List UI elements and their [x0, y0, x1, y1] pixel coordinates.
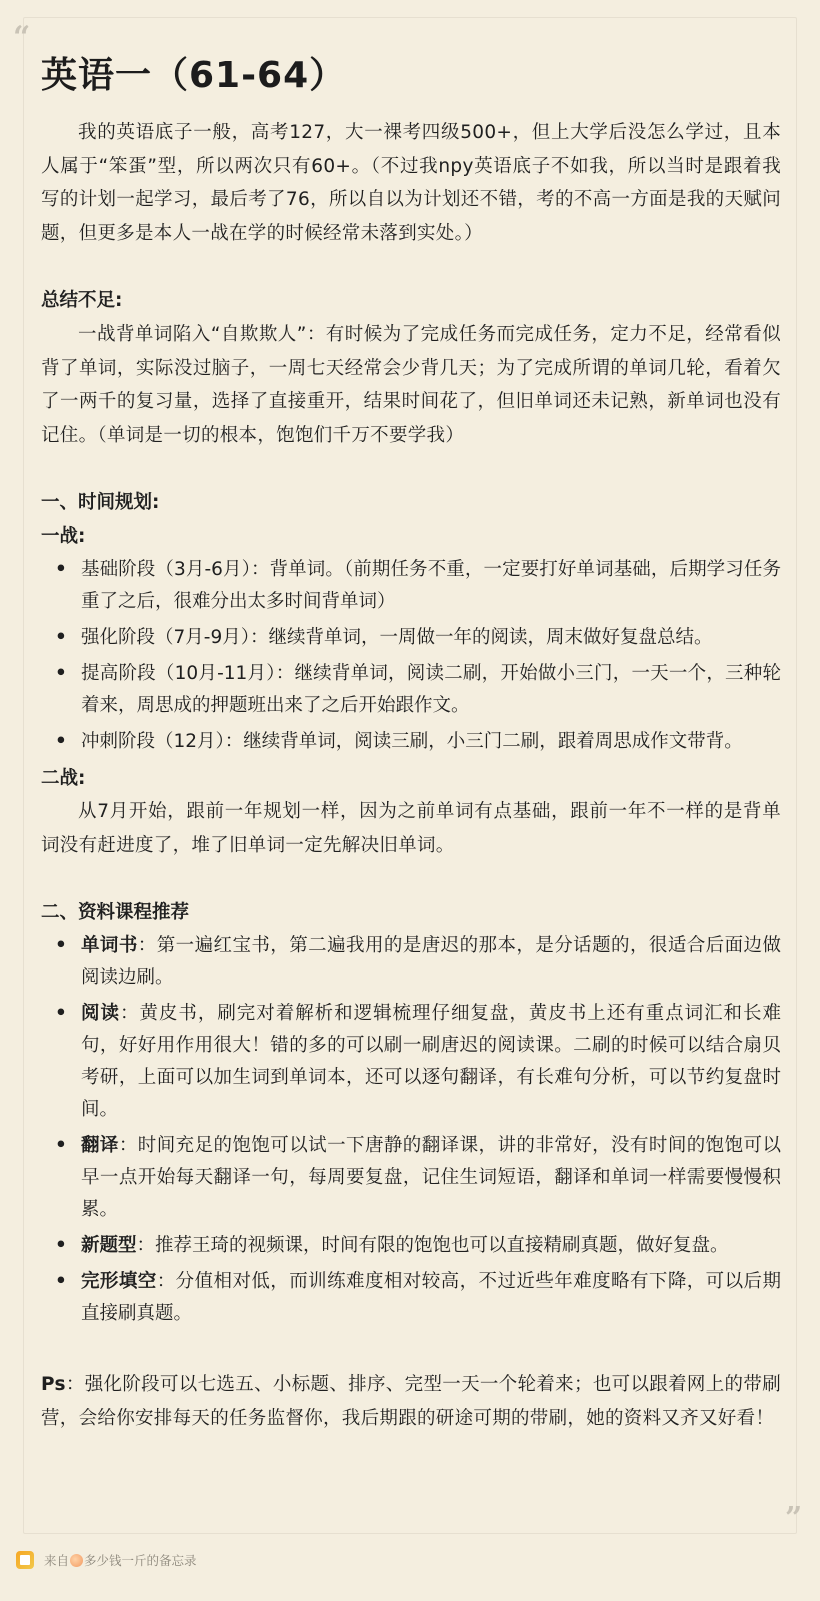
second-war-paragraph: 从7月开始，跟前一年规划一样，因为之前单词有点基础，跟前一年不一样的是背单词没有赶进度了，堆了旧单词一定先解决旧单词。 — [41, 801, 781, 856]
list-item: • 基础阶段（3月-6月）：背单词。（前期任务不重，一定要打好单词基础，后期学习任务重了之后，很难分出太多时间背单词） — [41, 554, 781, 618]
list-item: • 强化阶段（7月-9月）：继续背单词，一周做一年的阅读，周末做好复盘总结。 — [41, 622, 781, 654]
first-war-list — [41, 554, 781, 758]
open-quote-icon: “ — [13, 20, 31, 55]
bullet-icon: • — [55, 558, 67, 580]
bullet-icon: • — [55, 662, 67, 684]
materials-list — [41, 930, 781, 1330]
summary-heading: 总结不足: — [41, 290, 123, 312]
footer-source: 多少钱一斤的备忘录 — [84, 1553, 197, 1568]
first-war-label: 一战: — [41, 525, 86, 547]
peach-icon — [70, 1554, 83, 1567]
summary-paragraph: 一战背单词陷入“自欺欺人”：有时候为了完成任务而完成任务，定力不足，经常看似背了单词，实际没过脑子，一周七天经常会少背几天；为了完成所谓的单词几轮，看着欠了一两千的复习量，选择了直接重开，结果时间花了，但旧单词还未记熟，新单词也没有记住。（单词是一切的根本，饱饱们千万不要学我） — [41, 323, 781, 446]
bullet-icon: • — [55, 1002, 67, 1024]
list-item: • 翻译：时间充足的饱饱可以试一下唐静的翻译课，讲的非常好，没有时间的饱饱可以早一点开始每天翻译一句，每周要复盘，记住生词短语，翻译和单词一样需要慢慢积累。 — [41, 1130, 781, 1226]
page-title: 英语一（61-64） — [41, 55, 347, 96]
list-item: • 单词书：第一遍红宝书，第二遍我用的是唐迟的那本，是分话题的，很适合后面边做阅读边刷。 — [41, 930, 781, 994]
note-content — [41, 50, 781, 1435]
bullet-icon: • — [55, 730, 67, 752]
list-item: • 冲刺阶段（12月）：继续背单词，阅读三刷，小三门二刷，跟着周思成作文带背。 — [41, 726, 781, 758]
list-item: • 阅读：黄皮书，刷完对着解析和逻辑梳理仔细复盘，黄皮书上还有重点词汇和长难句，好好用作用很大！错的多的可以刷一刷唐迟的阅读课。二刷的时候可以结合扇贝考研，上面可以加生词到单词本，还可以逐句翻译，有长难句分析，可以节约复盘时间。 — [41, 998, 781, 1126]
notes-app-icon — [16, 1551, 34, 1569]
intro-paragraph: 我的英语底子一般，高考127，大一裸考四级500+，但上大学后没怎么学过，且本人属于“笨蛋”型，所以两次只有60+。（不过我npy英语底子不如我，所以当时是跟着我写的计划一起学习，最后考了76，所以自以为计划还不错，考的不高一方面是我的天赋问题，但更多是本人一战在学的时候经常未落到实处。） — [41, 122, 781, 244]
bullet-icon: • — [55, 1270, 67, 1292]
bullet-icon: • — [55, 934, 67, 956]
bullet-icon: • — [55, 1134, 67, 1156]
bullet-icon: • — [55, 626, 67, 648]
list-item: • 提高阶段（10月-11月）：继续背单词，阅读二刷，开始做小三门，一天一个，三种轮着来，周思成的押题班出来了之后开始跟作文。 — [41, 658, 781, 722]
bullet-icon: • — [55, 1234, 67, 1256]
list-item: • 完形填空：分值相对低，而训练难度相对较高，不过近些年难度略有下降，可以后期直接刷真题。 — [41, 1266, 781, 1330]
footer-prefix: 来自 — [44, 1553, 70, 1568]
section2-heading: 二、资料课程推荐 — [41, 902, 190, 924]
section1-heading: 一、时间规划: — [41, 492, 160, 514]
close-quote-icon: ” — [785, 1501, 803, 1536]
source-footer[interactable] — [16, 1548, 197, 1572]
list-item: • 新题型：推荐王琦的视频课，时间有限的饱饱也可以直接精刷真题，做好复盘。 — [41, 1230, 781, 1262]
second-war-label: 二战: — [41, 767, 86, 789]
ps-paragraph: Ps：强化阶段可以七选五、小标题、排序、完型一天一个轮着来；也可以跟着网上的带刷营，会给你安排每天的任务监督你，我后期跟的研途可期的带刷，她的资料又齐又好看！ — [41, 1373, 781, 1429]
